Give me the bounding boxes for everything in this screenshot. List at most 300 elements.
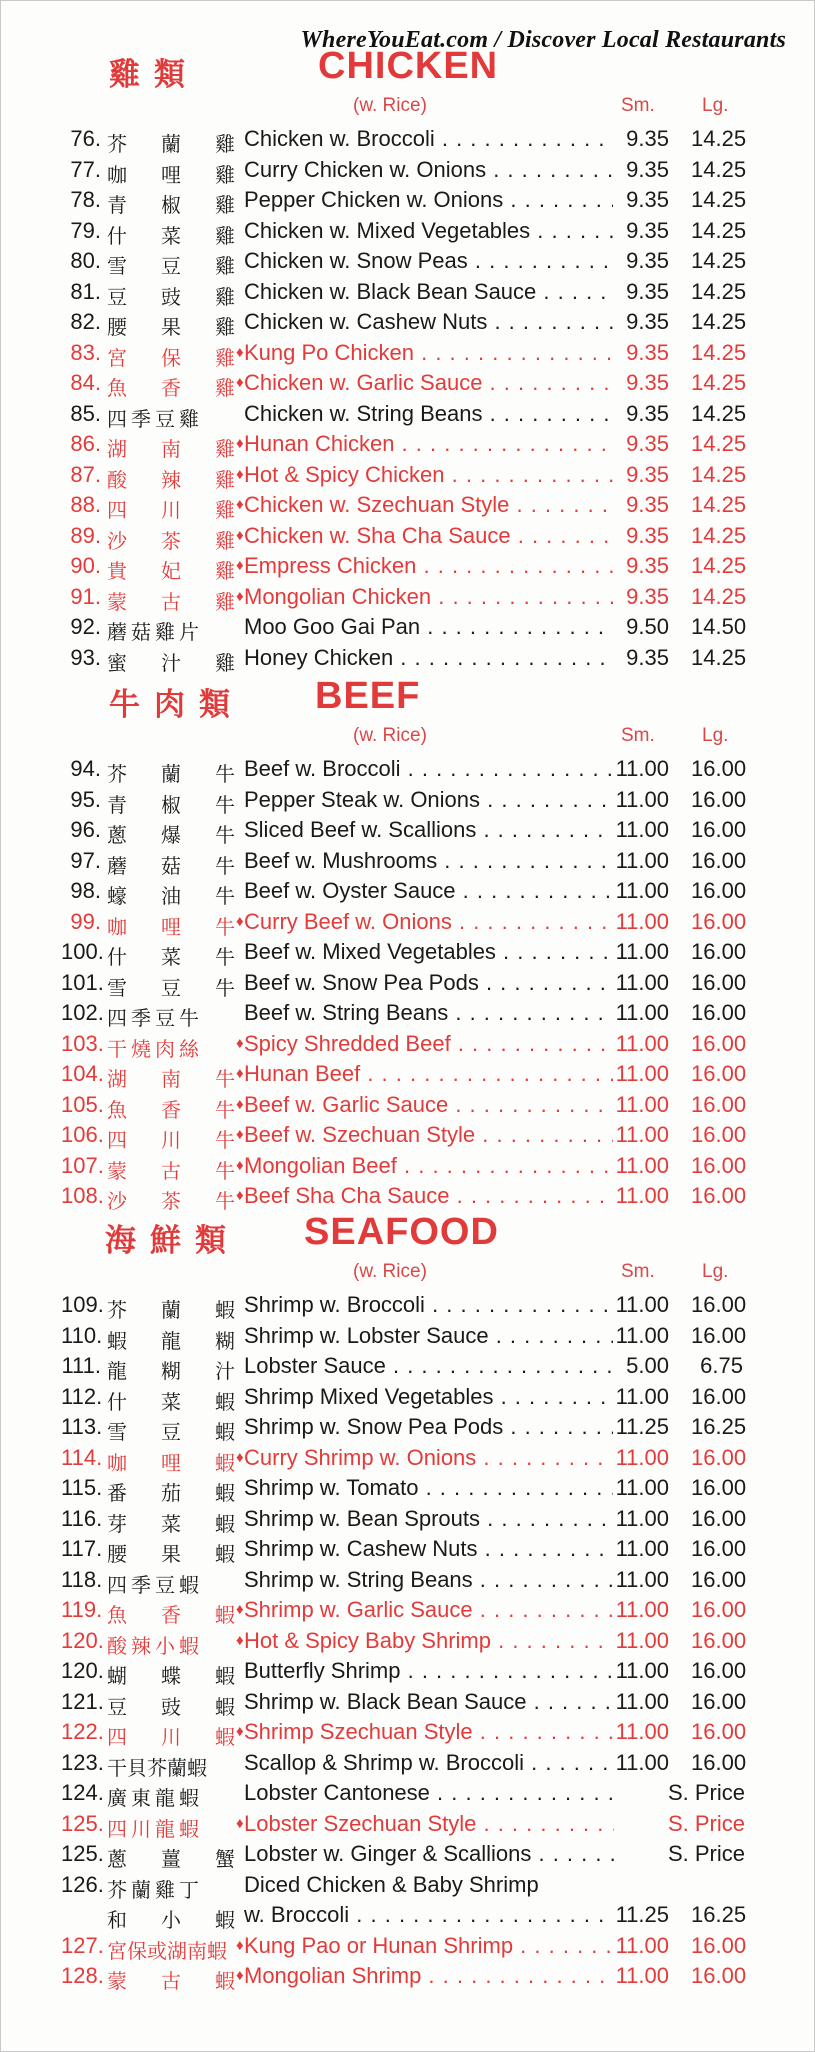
beef-section [1,675,815,1211]
item-number: 108. [61,1183,104,1208]
item-large-price: 16.00 [691,1536,747,1561]
menu-item-row [1,1716,815,1747]
menu-item-row [1,1028,815,1059]
item-english-name: Scallop & Shrimp w. Broccoli . . . [244,1750,614,1776]
item-chinese-text: 腰 果 蝦 [107,1542,235,1566]
item-large-price: 14.25 [691,431,747,456]
item-number: 99. [70,908,101,934]
menu-item-row [1,611,815,642]
menu-item-row [1,1180,815,1211]
item-english-name: Chicken w. Garlic Sauce . . . [244,370,614,396]
item-english-name: Beef w. Oyster Sauce . . . [244,878,614,904]
item-english-name: Shrimp w. Black Bean Sauce . . . [244,1689,614,1715]
item-large-price: 16.00 [691,817,747,842]
item-small-price: 11.00 [613,1323,669,1349]
item-number: 112. [61,1383,103,1409]
item-large-price: 16.00 [691,939,747,964]
item-number: 77. [70,156,101,182]
menu-item-row [1,367,815,398]
item-english-name: Pepper Chicken w. Onions . . . [244,187,614,213]
item-large-price: 16.00 [691,1322,747,1348]
item-english-name: Shrimp w. Garlic Sauce . . . [244,1597,614,1623]
menu-item-row [1,906,815,937]
menu-item-row [1,276,815,307]
item-large-price: 16.25 [691,1902,747,1927]
item-number: 120. [61,1658,104,1683]
item-chinese-text: 雪 豆 蝦 [107,1420,235,1444]
menu-item-row [1,1289,815,1320]
item-chinese-text: 芽 菜 蝦 [107,1511,235,1536]
item-chinese-text: 沙 茶 雞 [107,528,235,553]
item-english-name: Shrimp Szechuan Style . . . [244,1719,614,1745]
item-number: 85. [70,400,101,426]
item-english-name: Chicken w. String Beans . . . [244,401,614,427]
item-small-price: 11.00 [613,817,669,843]
item-english-name: Chicken w. Cashew Nuts . . . [244,309,614,335]
item-english-name: Mongolian Shrimp . . . [244,1963,614,1989]
item-english-name: Curry Beef w. Onions . . . [244,909,614,935]
item-small-price: 9.35 [613,309,669,335]
rice-note: (w. Rice) [353,1261,427,1282]
menu-item-row [1,123,815,154]
item-number: 87. [70,461,101,487]
chicken-title-en: CHICKEN [318,45,499,87]
item-large-price: 14.25 [691,522,747,548]
item-small-price: 11.00 [613,1536,669,1562]
item-chinese-text: 沙 茶 牛 [107,1189,235,1213]
item-small-price: 11.00 [613,1567,669,1593]
item-small-price: 9.35 [613,279,669,305]
item-chinese-text: 腰 果 雞 [107,315,235,339]
chili-pepper-icon: ♦ [236,343,244,361]
item-chinese-text: 雪 豆 牛 [107,975,235,1000]
item-chinese-text: 和 小 蝦 [107,1908,235,1932]
menu-item-row [1,1777,815,1808]
seafood-items [1,1289,815,1991]
item-large-price: 16.00 [691,756,747,781]
chili-pepper-icon: ♦ [236,1936,244,1954]
item-small-price: 9.35 [613,431,669,457]
item-chinese-text: 什 菜 牛 [107,945,235,969]
seafood-header [1,1211,815,1261]
chicken-title-cn: 雞類 [109,57,199,93]
item-large-price: 16.00 [691,1152,747,1178]
item-number: 79. [70,217,101,243]
item-chinese-name: 宮保或湖南蝦 [107,1938,227,1963]
item-english-name: Shrimp w. Broccoli . . . [244,1292,614,1318]
item-large-price: 16.00 [691,908,747,934]
item-small-price: 11.00 [613,1000,669,1026]
item-large-price: 16.00 [691,1091,747,1117]
item-number: 126. [61,1871,104,1897]
item-number: 114. [61,1444,103,1470]
item-large-price: 16.00 [691,1749,747,1775]
item-chinese-text: 芥 蘭 雞 [107,132,235,156]
item-chinese-name: 干燒肉絲 [107,1036,203,1061]
chili-pepper-icon: ♦ [236,1156,244,1174]
chili-pepper-icon: ♦ [236,496,244,513]
menu-item-row [1,845,815,876]
item-english-name: Chicken w. Mixed Vegetables . . . [244,218,614,244]
item-chinese-name [107,1185,235,1214]
menu-item-row [1,581,815,612]
item-large-price: 14.25 [691,309,747,334]
item-number: 125. [61,1810,104,1836]
chicken-header [1,45,815,95]
item-english-name: Beef w. Mixed Vegetables . . . [244,939,614,965]
item-english-name: Mongolian Chicken . . . [244,584,614,610]
beef-title-en: BEEF [315,675,421,717]
item-number: 127. [61,1932,104,1958]
small-size-header: Sm. [621,95,655,116]
item-small-price: 5.00 [613,1353,669,1379]
menu-item-row [1,642,815,673]
menu-item-row [1,1838,815,1869]
item-english-name: Honey Chicken . . . [244,645,614,671]
item-number: 117. [61,1536,103,1561]
item-number: 128. [61,1963,104,1988]
chicken-section [1,45,815,675]
item-small-price: 11.00 [613,1122,669,1148]
chili-pepper-icon: ♦ [236,912,244,930]
menu-item-row [1,428,815,459]
item-chinese-text: 蒙 古 牛 [107,1158,235,1183]
item-english-name: Beef Sha Cha Sauce . . . [244,1183,614,1209]
item-chinese-name: 四季豆雞 [107,406,203,431]
item-small-price: 9.35 [613,553,669,579]
chili-pepper-icon: ♦ [236,1601,244,1618]
item-english-name: Butterfly Shrimp . . . [244,1658,614,1684]
item-large-price: 14.25 [691,217,747,243]
menu-item-row [1,1442,815,1473]
item-number: 121. [61,1688,104,1714]
item-chinese-name: 廣東龍蝦 [107,1786,203,1810]
menu-item-row [1,1533,815,1564]
item-english-name: Pepper Steak w. Onions . . . [244,787,614,813]
menu-item-row [1,1594,815,1625]
item-small-price: 9.50 [613,614,669,640]
item-english-name: Beef w. Broccoli . . . [244,756,614,782]
item-number: 83. [70,339,101,365]
item-chinese-text: 貴 妃 雞 [107,559,235,583]
item-number: 92. [70,614,101,639]
item-english-name: Shrimp w. Bean Sprouts . . . [244,1506,614,1532]
item-small-price: 9.35 [613,187,669,213]
menu-item-row [1,784,815,815]
item-chinese-text: 魚 香 蝦 [107,1603,235,1627]
item-small-price: 11.00 [613,848,669,874]
item-large-price: 16.00 [691,1566,747,1592]
chicken-items [1,123,815,675]
item-number: 101. [61,969,104,995]
menu-item-row [1,306,815,337]
small-size-header: Sm. [621,725,655,746]
menu-item-row [1,154,815,185]
item-chinese-text: 什 菜 雞 [107,223,235,248]
item-large-price: 16.25 [691,1414,747,1439]
item-number: 123. [61,1749,104,1775]
item-english-name: Shrimp w. Tomato . . . [244,1475,614,1501]
item-chinese-text: 蔥 薑 蟹 [107,1847,235,1871]
item-large-price: 16.00 [691,1122,747,1147]
item-large-price: 6.75 [700,1353,743,1378]
item-english-name: Beef w. Garlic Sauce . . . [244,1092,614,1118]
menu-item-row [1,875,815,906]
item-small-price: 9.35 [613,401,669,427]
item-chinese-text: 蒙 古 雞 [107,589,235,614]
item-chinese-name: 四季豆蝦 [107,1572,203,1597]
item-number: 120. [61,1627,104,1653]
item-chinese-text: 雪 豆 雞 [107,254,235,278]
item-english-name: Beef w. Snow Pea Pods . . . [244,970,614,996]
chili-pepper-icon: ♦ [236,1448,244,1466]
seafood-section [1,1211,815,1991]
item-number: 125. [61,1841,104,1866]
item-number: 81. [70,278,101,304]
menu-item-row [1,1960,815,1991]
menu-item-row [1,550,815,581]
item-large-price: 16.00 [691,1719,747,1744]
item-large-price: 16.00 [691,969,747,995]
chili-pepper-icon: ♦ [236,1631,244,1649]
item-chinese-name [107,1965,235,1994]
item-large-price: 16.00 [691,1383,747,1409]
item-large-price: 14.25 [691,126,747,151]
item-small-price: 11.00 [613,1153,669,1179]
menu-item-row [1,184,815,215]
chili-pepper-icon: ♦ [236,526,244,544]
item-number: 110. [61,1322,103,1348]
item-number: 96. [70,817,101,842]
chili-pepper-icon: ♦ [236,1723,244,1740]
item-english-name: Chicken w. Snow Peas . . . [244,248,614,274]
item-chinese-text: 魚 香 牛 [107,1097,235,1122]
item-english-name: Diced Chicken & Baby Shrimp [244,1871,539,1897]
item-large-price: 14.50 [691,614,747,639]
item-english-name: Chicken w. Sha Cha Sauce . . . [244,523,614,549]
item-large-price: 14.25 [691,339,747,365]
item-small-price: 11.00 [613,1933,669,1959]
item-english-name: Beef w. Mushrooms . . . [244,848,614,874]
item-english-name: Chicken w. Black Bean Sauce . . . [244,279,614,305]
item-large-price: 16.00 [691,1505,747,1531]
item-chinese-text: 青 椒 雞 [107,193,235,217]
menu-item-row [1,245,815,276]
item-number: 86. [70,431,101,456]
item-small-price: 11.00 [613,1750,669,1776]
menu-item-row [1,1381,815,1412]
chicken-column-header [1,95,815,123]
chili-pepper-icon: ♦ [236,557,244,574]
item-small-price: 11.00 [613,970,669,996]
item-english-name: Beef w. String Beans . . . [244,1000,614,1026]
item-english-name: Empress Chicken . . . [244,553,614,579]
item-seasonal-price: S. Price [665,1811,745,1837]
chili-pepper-icon: ♦ [236,1814,244,1832]
item-large-price: 16.00 [691,847,747,873]
rice-note: (w. Rice) [353,95,427,116]
item-large-price: 16.00 [691,1932,747,1958]
chili-pepper-icon: ♦ [236,1034,244,1052]
item-number: 116. [61,1505,103,1531]
menu-item-row [1,1350,815,1381]
item-chinese-name: 蘑菇雞片 [107,620,203,644]
item-english-name: Lobster Szechuan Style . . . [244,1811,614,1837]
rice-note: (w. Rice) [353,725,427,746]
menu-item-row [1,1503,815,1534]
item-chinese-text: 四 川 蝦 [107,1725,235,1749]
item-english-name: Shrimp Mixed Vegetables . . . [244,1384,614,1410]
item-chinese-text: 咖 哩 雞 [107,162,235,187]
menu-item-row [1,489,815,520]
menu-item-row [1,967,815,998]
beef-column-header [1,725,815,753]
seafood-title-cn: 海鮮類 [105,1223,240,1259]
item-chinese-text: 湖 南 牛 [107,1067,235,1091]
item-large-price: 16.00 [691,1061,747,1086]
menu-item-row [1,936,815,967]
item-small-price: 11.00 [613,1506,669,1532]
item-chinese-text: 蔥 爆 牛 [107,823,235,847]
item-number: 88. [70,492,101,517]
chili-pepper-icon: ♦ [236,1126,244,1143]
item-number: 84. [70,370,101,395]
item-number: 95. [70,786,101,812]
item-small-price: 9.35 [613,645,669,671]
item-number: 102. [61,1000,104,1025]
menu-item-row [1,459,815,490]
item-small-price: 11.00 [613,1628,669,1654]
item-english-name: Lobster Sauce . . . [244,1353,614,1379]
item-chinese-text: 青 椒 牛 [107,792,235,817]
item-chinese-text: 咖 哩 蝦 [107,1450,235,1475]
item-english-name: Spicy Shredded Beef . . . [244,1031,614,1057]
item-small-price: 9.35 [613,248,669,274]
item-small-price: 11.00 [613,878,669,904]
item-small-price: 11.25 [613,1902,669,1928]
item-english-name: Mongolian Beef . . . [244,1153,614,1179]
chili-pepper-icon: ♦ [236,374,244,391]
item-number: 89. [70,522,101,548]
item-english-name: Chicken w. Broccoli . . . [244,126,614,152]
item-chinese-text: 蝴 蝶 蝦 [107,1664,235,1688]
item-seasonal-price: S. Price [665,1780,745,1806]
item-small-price: 11.00 [613,1031,669,1057]
item-large-price: 14.25 [691,644,747,670]
item-number: 113. [61,1414,103,1439]
chili-pepper-icon: ♦ [236,1967,244,1984]
item-chinese-name: 四川龍蝦 [107,1816,203,1841]
item-number: 80. [70,248,101,273]
item-large-price: 16.00 [691,786,747,812]
item-large-price: 14.25 [691,248,747,273]
chili-pepper-icon: ♦ [236,465,244,483]
menu-item-row [1,753,815,784]
item-english-name: Kung Po Chicken . . . [244,340,614,366]
chili-pepper-icon: ♦ [236,587,244,605]
large-size-header: Lg. [702,1261,729,1282]
item-number: 106. [61,1122,104,1147]
menu-item-row [1,1411,815,1442]
item-large-price: 16.00 [691,1597,747,1622]
item-number: 107. [61,1152,104,1178]
item-large-price: 14.25 [691,583,747,609]
menu-item-row [1,215,815,246]
item-english-name: Beef w. Szechuan Style . . . [244,1122,614,1148]
item-number: 119. [61,1597,103,1622]
item-number: 98. [70,878,101,903]
item-small-price: 9.35 [613,157,669,183]
menu-item-row [1,1320,815,1351]
item-small-price: 11.00 [613,1292,669,1318]
item-english-name: Hunan Chicken . . . [244,431,614,457]
menu-item-row [1,1472,815,1503]
item-chinese-text: 什 菜 蝦 [107,1389,235,1414]
item-english-name: Shrimp w. String Beans . . . [244,1567,614,1593]
item-large-price: 14.25 [691,492,747,517]
item-english-name: Hot & Spicy Baby Shrimp . . . [244,1628,614,1654]
item-large-price: 16.00 [691,1475,747,1500]
menu-item-row [1,1808,815,1839]
item-small-price: 9.35 [613,218,669,244]
item-number: 103. [61,1030,104,1056]
item-chinese-name [107,647,235,676]
item-number: 118. [61,1566,103,1592]
item-chinese-name: 芥蘭雞丁 [107,1877,203,1902]
item-small-price: 9.35 [613,492,669,518]
menu-item-row [1,1625,815,1656]
item-number: 91. [70,583,101,609]
item-number: 115. [61,1475,103,1500]
chili-pepper-icon: ♦ [236,435,244,452]
item-number: 90. [70,553,101,578]
item-small-price: 11.00 [613,1689,669,1715]
beef-items [1,753,815,1211]
small-size-header: Sm. [621,1261,655,1282]
seafood-title-en: SEAFOOD [304,1211,499,1253]
item-small-price: 11.00 [613,1475,669,1501]
item-small-price: 11.00 [613,756,669,782]
seafood-column-header [1,1261,815,1289]
item-small-price: 9.35 [613,523,669,549]
item-large-price: 16.00 [691,1292,747,1317]
chili-pepper-icon: ♦ [236,1095,244,1113]
item-large-price: 16.00 [691,1444,747,1470]
menu-item-row [1,1686,815,1717]
item-english-name: Curry Chicken w. Onions . . . [244,157,614,183]
item-english-name: Lobster Cantonese . . . [244,1780,614,1806]
item-large-price: 16.00 [691,1000,747,1025]
item-number: 100. [61,939,104,964]
beef-title-cn: 牛肉類 [109,687,244,723]
menu-item-row [1,1058,815,1089]
item-number: 104. [61,1061,104,1086]
item-chinese-text: 湖 南 雞 [107,437,235,461]
item-small-price: 11.00 [613,909,669,935]
item-english-name: w. Broccoli . . . [244,1902,614,1928]
item-number: 94. [70,756,101,781]
item-chinese-name: 干貝芥蘭蝦 [107,1755,207,1780]
item-chinese-text: 豆 豉 雞 [107,284,235,309]
item-number: 78. [70,187,101,212]
item-small-price: 11.00 [613,939,669,965]
menu-item-row [1,997,815,1028]
item-small-price: 9.35 [613,584,669,610]
item-number: 97. [70,847,101,873]
menu-item-row [1,1899,815,1930]
menu-item-row [1,520,815,551]
menu-item-row [1,1869,815,1900]
